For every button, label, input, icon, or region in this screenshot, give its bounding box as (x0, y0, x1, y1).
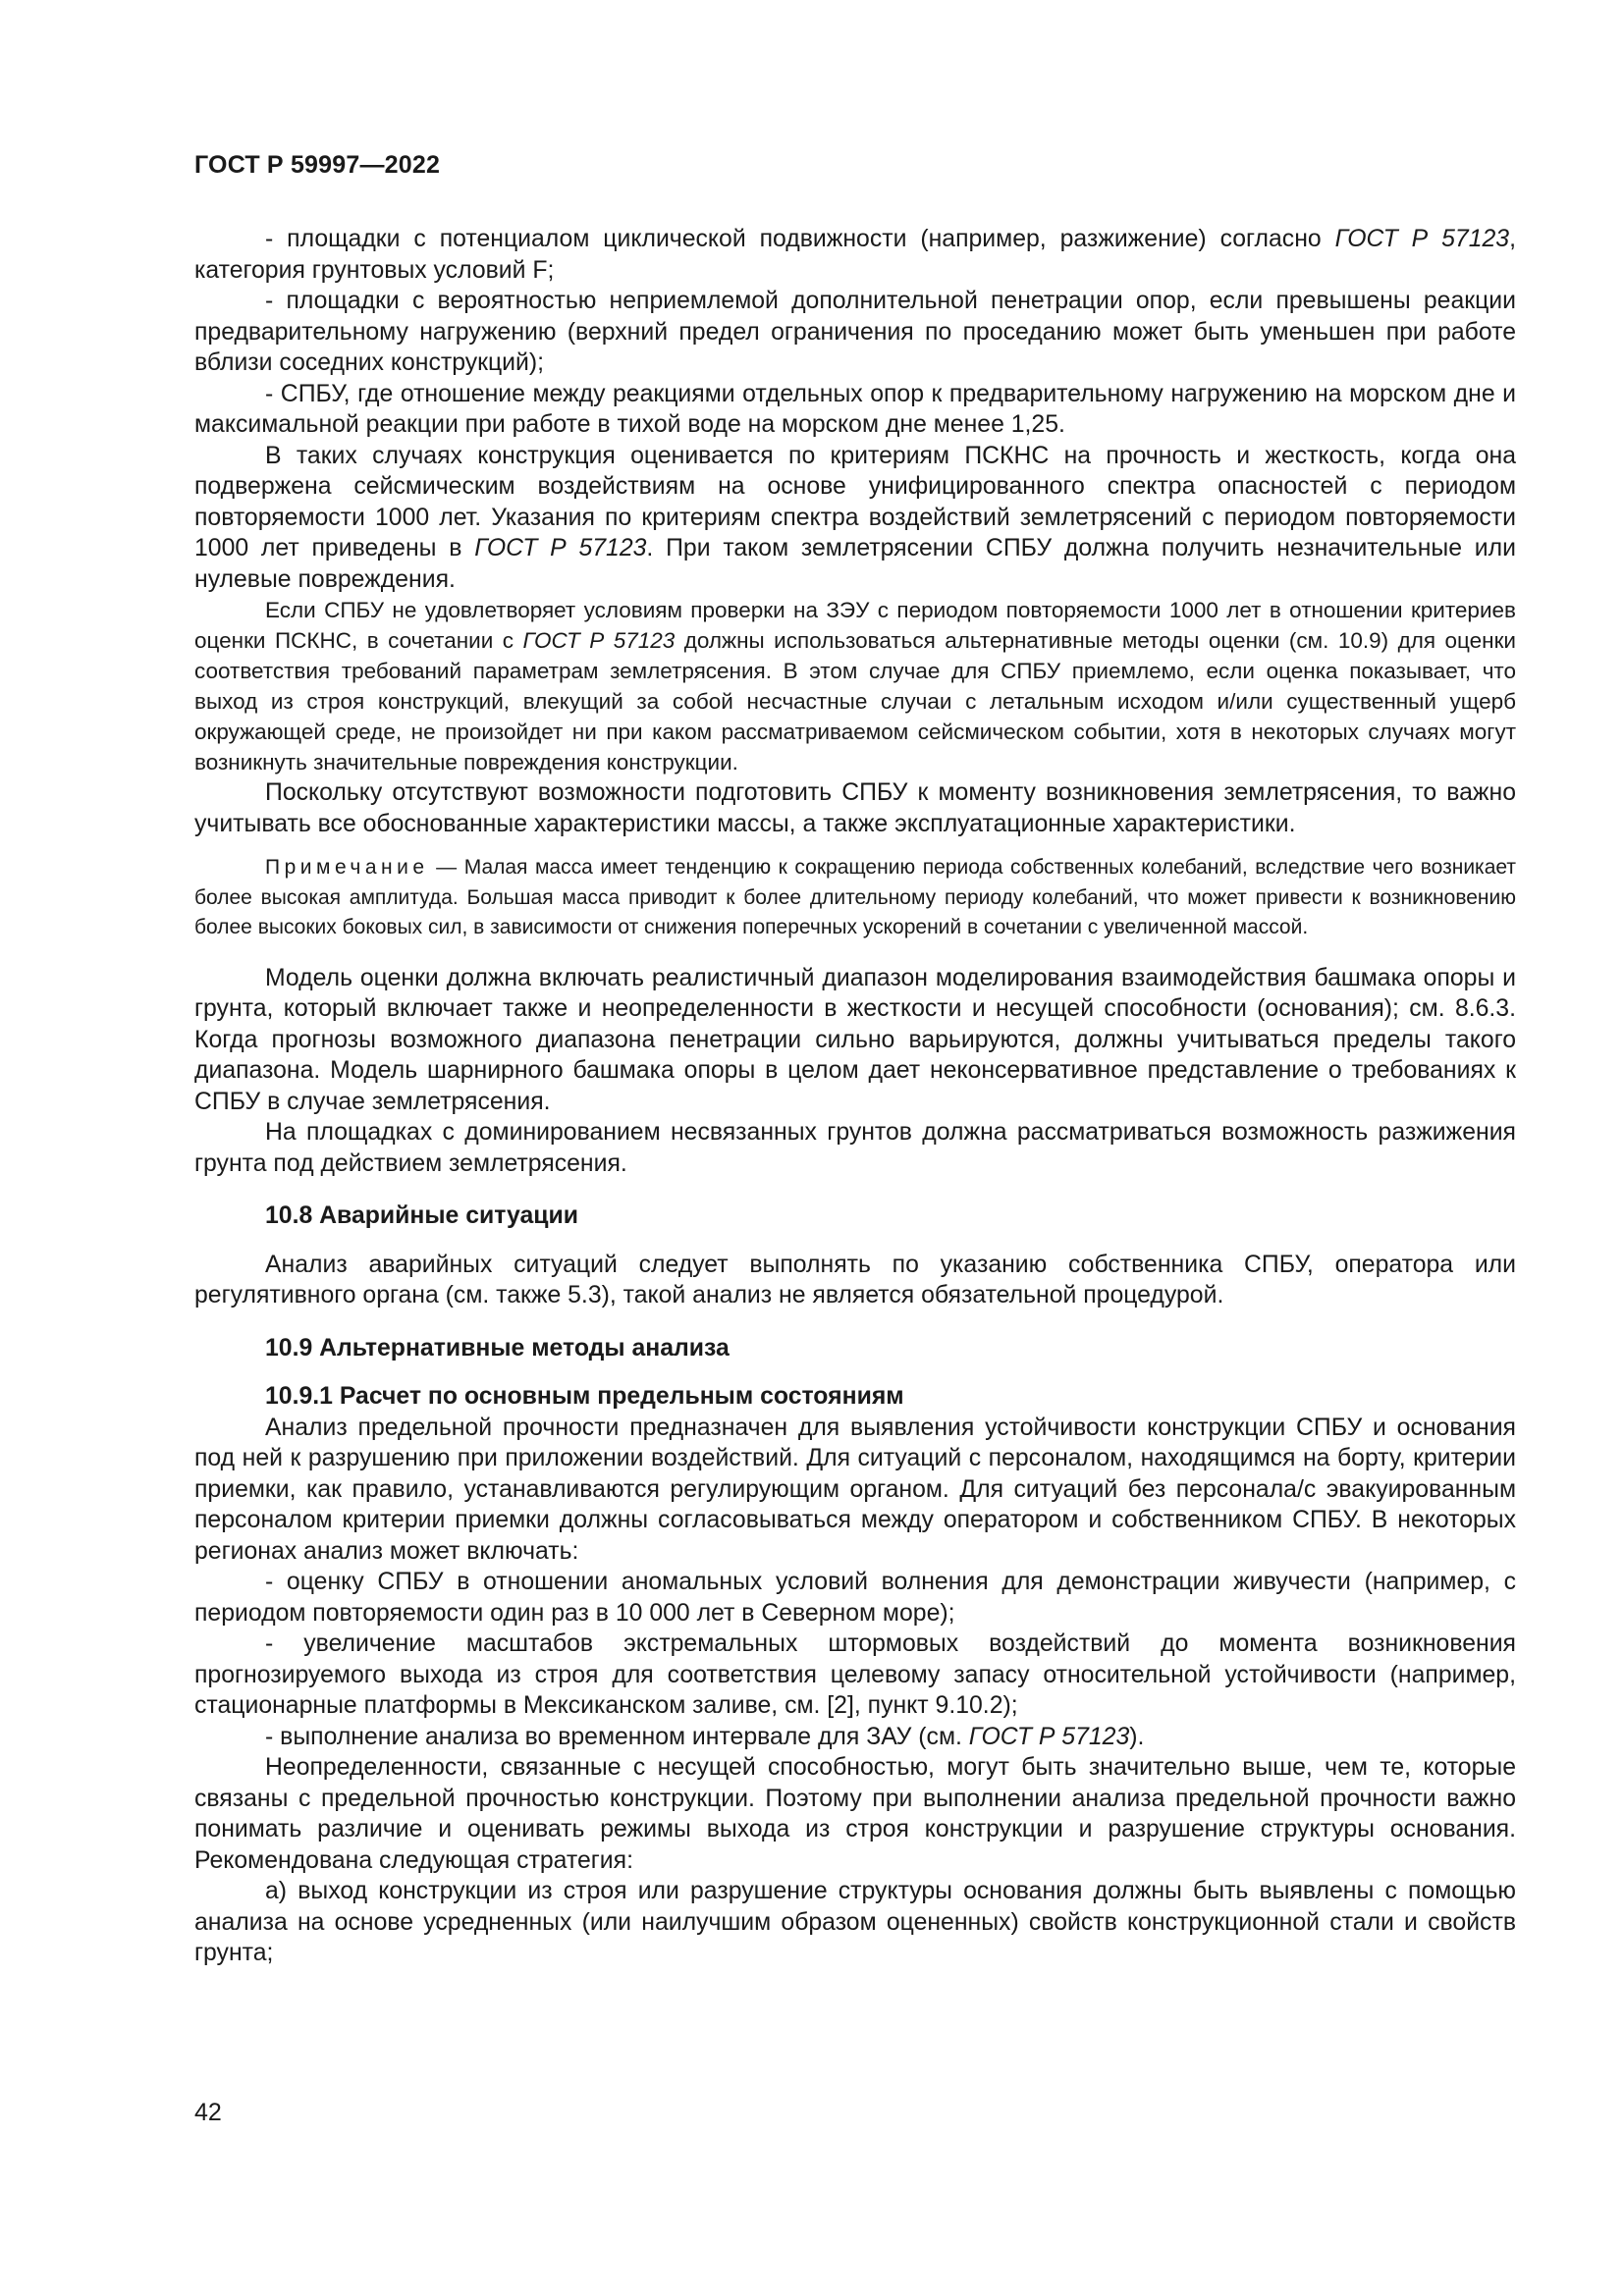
paragraph: На площадках с доминированием несвязанных грунтов должна рассматриваться возможность разжижения грунта под действием землетрясения. (194, 1119, 1516, 1177)
paragraph: - СПБУ, где отношение между реакциями отдельных опор к предварительному нагружению на морском дне и максимальной реакции при работе в тихой воде на морском дне менее 1,25. (194, 380, 1516, 438)
document-body (194, 224, 1516, 1969)
section-heading-10-9: 10.9 Альтернативные методы анализа (265, 1334, 730, 1362)
paragraph: Если СПБУ не удовлетворяет условиям проверки на ЗЭУ с периодом повторяемости 1000 лет в отношении критериев оценки ПСКНС, в сочетании с ГОСТ Р 57123 должны использоваться альтернативные методы оценки (см. 10.9) для оценки соответствия требований параметрам землетрясения. В этом случае для СПБУ приемлемо, если оценка показывает, что выход из строя конструкций, влекущий за собой несчастные случаи с летальным исходом и/или существенный ущерб окружающей среде, не произойдет ни при каком рассматриваемом сейсмическом событии, хотя в некоторых случаях могут возникнуть значительные повреждения конструкции. (194, 598, 1517, 774)
paragraph: Анализ аварийных ситуаций следует выполнять по указанию собственника СПБУ, оператора или регулятивного органа (см. также 5.3), такой анализ не является обязательной процедурой. (194, 1251, 1516, 1308)
page-number: 42 (194, 2099, 222, 2126)
document-header: ГОСТ Р 59997—2022 (194, 151, 441, 179)
paragraph: а) выход конструкции из строя или разрушение структуры основания должны быть выявлены с помощью анализа на основе усредненных (или наилучшим образом оцененных) свойств конструкционной стали и свойств грунта; (194, 1878, 1516, 1966)
paragraph: Неопределенности, связанные с несущей способностью, могут быть значительно выше, чем те, которые связаны с предельной прочностью конструкции. Поэтому при выполнении анализа предельной прочности важно понимать различие и оценивать режимы выхода из строя конструкции и разрушение структуры основания. Рекомендована следующая стратегия: (194, 1754, 1516, 1874)
paragraph: - увеличение масштабов экстремальных штормовых воздействий до момента возникновения прогнозируемого выхода из строя для соответствия целевому запасу относительной устойчивости (например, стационарные платформы в Мексиканском заливе, см. [2], пункт 9.10.2); (194, 1630, 1516, 1719)
paragraph: - выполнение анализа во временном интервале для ЗАУ (см. ГОСТ Р 57123). (265, 1723, 1145, 1750)
standard-reference: ГОСТ Р 57123 (474, 535, 647, 561)
paragraph: - оценку СПБУ в отношении аномальных условий волнения для демонстрации живучести (например, с периодом повторяемости один раз в 10 000 лет в Северном море); (194, 1569, 1516, 1627)
paragraph: В таких случаях конструкция оценивается по критериям ПСКНС на прочность и жесткость, когда она подвержена сейсмическим воздействиям на основе унифицированного спектра опасностей с периодом повторяемости 1000 лет. Указания по критериям спектра воздействий землетрясений с периодом повторяемости 1000 лет приведены в ГОСТ Р 57123. При таком землетрясении СПБУ должна получить незначительные или нулевые повреждения. (194, 442, 1516, 593)
standard-reference: ГОСТ Р 57123 (968, 1723, 1130, 1750)
note-text: — Малая масса имеет тенденцию к сокращению периода собственных колебаний, вследствие чего возникает более высокая амплитуда. Большая масса приводит к более длительному периоду колебаний, что может привести к возникновению более высоких боковых сил, в зависимости от снижения поперечных ускорений в сочетании с увеличенной массой. (194, 856, 1516, 938)
paragraph: - площадки с вероятностью неприемлемой дополнительной пенетрации опор, если превышены реакции предварительному нагружению (верхний предел ограничения по проседанию может быть уменьшен при работе вблизи соседних конструкций); (194, 288, 1516, 376)
paragraph: Анализ предельной прочности предназначен для выявления устойчивости конструкции СПБУ и основания под ней к разрушению при приложении воздействий. Для ситуаций с персоналом, находящимся на борту, критерии приемки, как правило, устанавливаются регулирующим органом. Для ситуаций без персонала/с эвакуированным персоналом критерии приемки должны согласовываться между оператором и собственником СПБУ. В некоторых регионах анализ может включать: (194, 1414, 1516, 1565)
section-heading-10-8: 10.8 Аварийные ситуации (265, 1202, 579, 1229)
paragraph: Модель оценки должна включать реалистичный диапазон моделирования взаимодействия башмака опоры и грунта, который включает также и неопределенности в жесткости и несущей способности (основания); см. 8.6.3. Когда прогнозы возможного диапазона пенетрации сильно варьируются, должны учитываться пределы такого диапазона. Модель шарнирного башмака опоры в целом дает неконсервативное представление о требованиях к СПБУ в случае землетрясения. (194, 964, 1516, 1115)
section-heading-10-9-1: 10.9.1 Расчет по основным предельным состояниям (265, 1383, 904, 1410)
standard-reference: ГОСТ Р 57123 (522, 628, 676, 653)
paragraph: Поскольку отсутствуют возможности подготовить СПБУ к моменту возникновения землетрясения, то важно учитывать все обоснованные характеристики массы, а также эксплуатационные характеристики. (194, 779, 1516, 837)
note-label: Примечание (265, 856, 429, 879)
note (194, 853, 1516, 943)
standard-reference: ГОСТ Р 57123 (1334, 226, 1510, 252)
paragraph: - площадки с потенциалом циклической подвижности (например, разжижение) согласно ГОСТ Р 57123, категория грунтовых условий F; (194, 226, 1516, 284)
